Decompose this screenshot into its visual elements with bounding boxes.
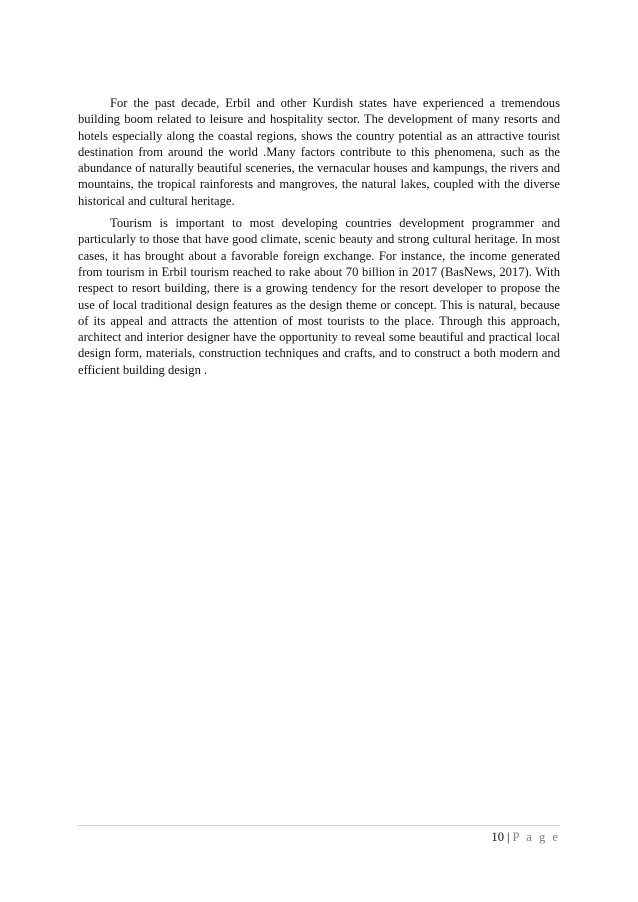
paragraph-tourism-boom: For the past decade, Erbil and other Kurdish states have experienced a tremendous building boom related to leisure and hospitality sector. The development of many resorts and hotels especially along the coastal regions, shows the country potential as an attractive tourist destination from around the world .Many factors contribute to this phenomena, such as the abundance of naturally beautiful sceneries, the vernacular houses and kampungs, the rivers and mountains, the tropical rainforests and mangroves, the natural lakes, coupled with the diverse historical and cultural heritage. [78, 96, 560, 208]
page-label: P a g e [512, 830, 560, 844]
body-text [78, 95, 560, 384]
footer-separator: | [507, 830, 510, 844]
page-number: 10 [491, 830, 504, 844]
footer-divider [78, 825, 560, 826]
page-footer [491, 829, 560, 845]
paragraph-tourism-importance: Tourism is important to most developing countries development programmer and particularly to those that have good climate, scenic beauty and strong cultural heritage. In most cases, it has brought about a favorable foreign exchange. For instance, the income generated from tourism in Erbil tourism reached to rake about 70 billion in 2017 (BasNews, 2017). With respect to resort building, there is a growing tendency for the resort developer to propose the use of local traditional design features as the design theme or concept. This is natural, because of its appeal and attracts the attention of most tourists to the place. Through this approach, architect and interior designer have the opportunity to reveal some beautiful and practical local design form, materials, construction techniques and crafts, and to construct a both modern and efficient building design . [78, 216, 560, 377]
